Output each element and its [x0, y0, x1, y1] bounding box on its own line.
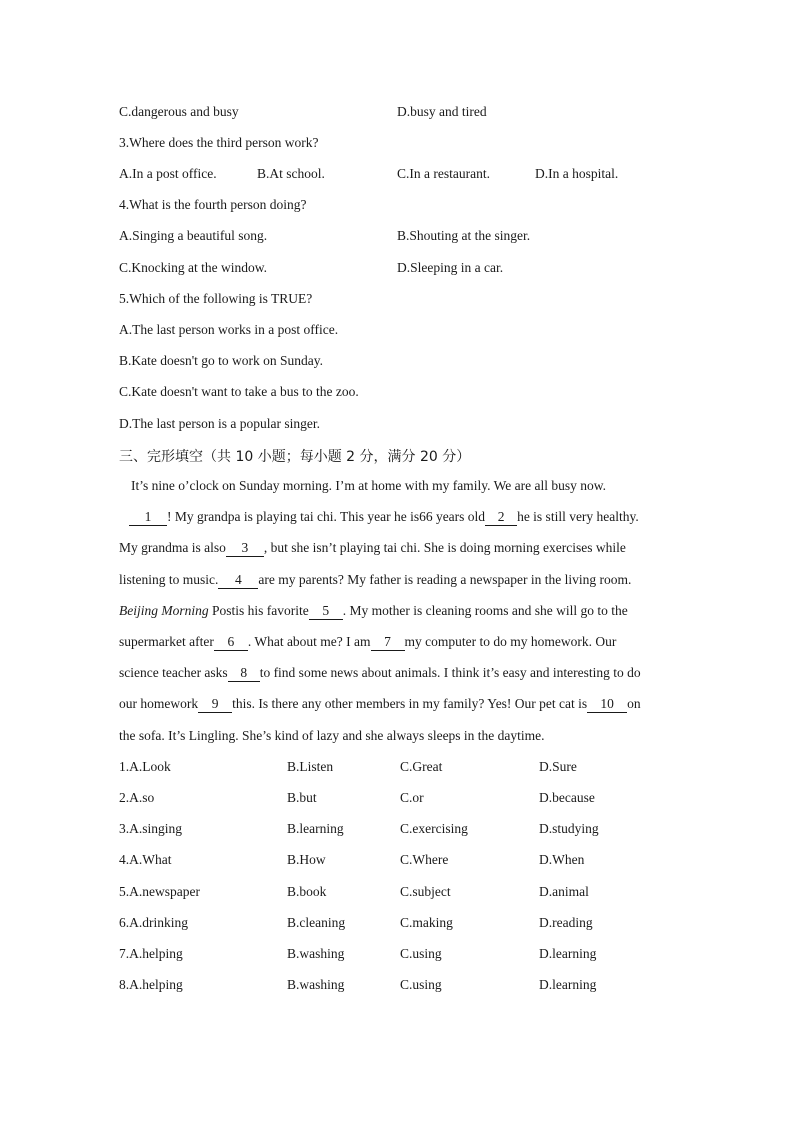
q2-option-d: D.busy and tired	[397, 104, 487, 119]
q4-option-d: D.Sleeping in a car.	[397, 260, 504, 275]
passage-line-6: supermarket after 6 . What about me? I am 7 my computer to do my homework. Our	[119, 634, 617, 649]
cloze-option-row: 2.A.so B.but C.or D.because	[119, 790, 595, 805]
passage-line-9: the sofa. It’s Lingling. She’s kind of lazy and she always sleeps in the daytime.	[119, 728, 545, 743]
passage-line-8: our homework 9 this. Is there any other members in my family? Yes! Our pet cat is 10 on	[119, 696, 641, 711]
blank-5: 5	[309, 604, 343, 620]
q3-option-c: C.In a restaurant.	[397, 166, 490, 181]
q5-option-b: B.Kate doesn't go to work on Sunday.	[119, 353, 324, 368]
blank-4: 4	[218, 573, 258, 589]
passage-line-2: 1 ! My grandpa is playing tai chi. This year he is66 years old 2 he is still very healthy.	[129, 509, 689, 526]
cloze-option-row: 6.A.drinking B.cleaning C.making D.reading	[119, 915, 593, 930]
blank-9: 9	[198, 697, 232, 713]
q2-option-c: C.dangerous and busy	[119, 104, 239, 119]
cloze-option-row: 3.A.singing B.learning C.exercising D.studying	[119, 821, 599, 836]
q4-option-c: C.Knocking at the window.	[119, 260, 267, 275]
blank-1: 1	[129, 510, 167, 526]
passage-line-1: It’s nine o’clock on Sunday morning. I’m at home with my family. We are all busy now.	[131, 478, 606, 493]
q4-question: 4.What is the fourth person doing?	[119, 197, 307, 212]
q5-option-a: A.The last person works in a post office.	[119, 322, 339, 337]
cloze-option-row: 8.A.helping B.washing C.using D.learning	[119, 977, 597, 992]
q5-option-d: D.The last person is a popular singer.	[119, 416, 320, 431]
cloze-option-row: 4.A.What B.How C.Where D.When	[119, 852, 585, 867]
cloze-option-row: 5.A.newspaper B.book C.subject D.animal	[119, 884, 589, 899]
passage-line-4: listening to music. 4 are my parents? My father is reading a newspaper in the living room.	[119, 572, 632, 587]
q5-question: 5.Which of the following is TRUE?	[119, 291, 313, 306]
q3-option-a: A.In a post office.	[119, 166, 217, 181]
q3-option-d: D.In a hospital.	[535, 166, 619, 181]
section-heading: 三、完形填空（共 10 小题；每小题 2 分，满分 20 分）	[119, 449, 471, 465]
blank-7: 7	[371, 635, 405, 651]
blank-10: 10	[587, 697, 627, 713]
passage-line-7: science teacher asks 8 to find some news about animals. I think it’s easy and interesting to do	[119, 665, 641, 680]
q4-option-b: B.Shouting at the singer.	[397, 228, 531, 243]
q5-option-c: C.Kate doesn't want to take a bus to the zoo.	[119, 384, 359, 399]
blank-2: 2	[485, 510, 517, 526]
blank-8: 8	[228, 666, 260, 682]
passage-line-5: Beijing Morning Postis his favorite 5 . My mother is cleaning rooms and she will go to the	[119, 603, 628, 618]
blank-3: 3	[226, 541, 264, 557]
passage-line-3: My grandma is also 3 , but she isn’t playing tai chi. She is doing morning exercises while	[119, 540, 626, 555]
q3-option-b: B.At school.	[257, 166, 325, 181]
blank-6: 6	[214, 635, 248, 651]
cloze-option-row: 7.A.helping B.washing C.using D.learning	[119, 946, 597, 961]
q3-question: 3.Where does the third person work?	[119, 135, 319, 150]
q4-option-a: A.Singing a beautiful song.	[119, 228, 268, 243]
cloze-option-row: 1.A.Look B.Listen C.Great D.Sure	[119, 759, 577, 774]
